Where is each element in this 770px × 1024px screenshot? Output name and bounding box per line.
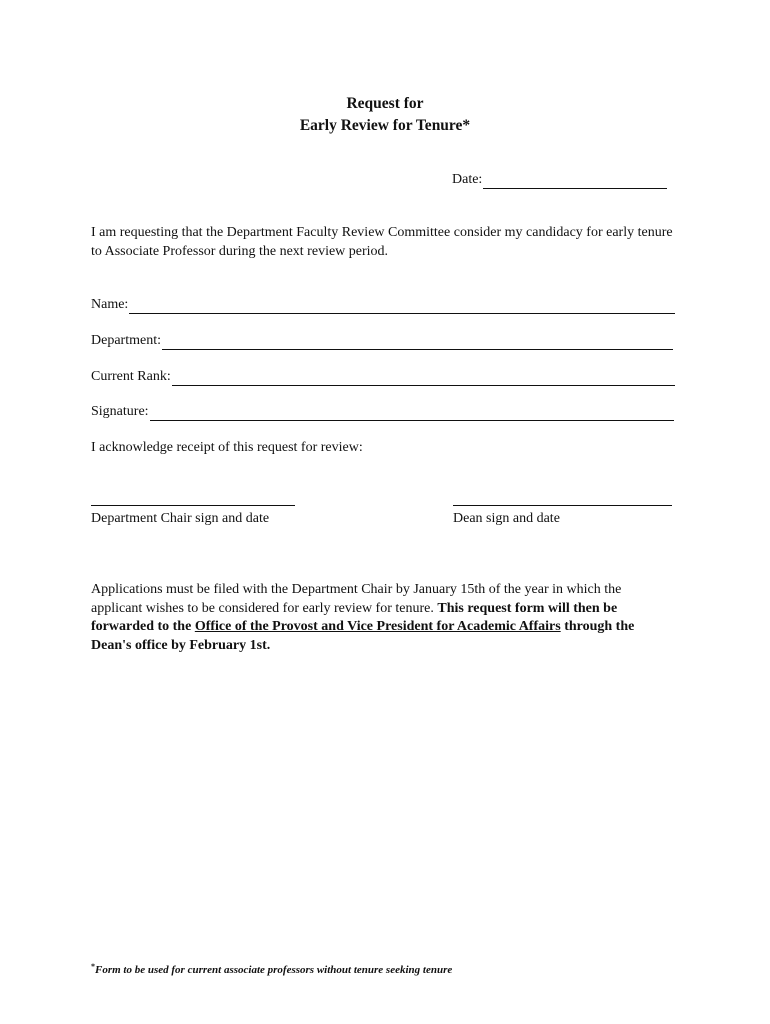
department-label: Department: <box>91 333 161 348</box>
date-line[interactable] <box>483 175 667 189</box>
name-label: Name: <box>91 297 129 312</box>
name-field[interactable] <box>91 296 675 314</box>
current-rank-label: Current Rank: <box>91 369 171 384</box>
date-label: Date: <box>452 172 483 187</box>
date-field[interactable] <box>452 171 667 189</box>
signature-label: Signature: <box>91 404 149 419</box>
form-title-line2: Early Review for Tenure* <box>299 117 471 134</box>
current-rank-line[interactable] <box>172 372 675 386</box>
name-line[interactable] <box>129 300 675 314</box>
instructions-part2: This request form will then be forwarded to the <box>91 600 618 634</box>
chair-signature-line[interactable] <box>91 505 295 506</box>
signature-line[interactable] <box>150 407 674 421</box>
form-title-line1: Request for <box>346 95 424 112</box>
provost-office-text: Office of the Provost and Vice President for Academic Affairs <box>194 619 561 634</box>
department-field[interactable] <box>91 332 673 350</box>
instructions-part3: through the Dean's office by February 1st. <box>91 619 635 653</box>
department-line[interactable] <box>162 336 673 350</box>
signature-field[interactable] <box>91 403 674 421</box>
footnote-text: Form to be used for current associate professors without tenure seeking tenure <box>95 964 453 976</box>
intro-paragraph: I am requesting that the Department Faculty Review Committee consider my candidacy for early tenure to Associate Professor during the next review period. <box>91 225 673 259</box>
chair-signature-label: Department Chair sign and date <box>91 511 270 526</box>
current-rank-field[interactable] <box>91 368 675 386</box>
footnote <box>91 962 452 976</box>
instructions-paragraph <box>91 581 671 655</box>
dean-signature-line[interactable] <box>453 505 672 506</box>
acknowledge-text: I acknowledge receipt of this request for review: <box>91 440 363 455</box>
dean-signature-label: Dean sign and date <box>453 511 560 526</box>
instructions-part1: Applications must be filed with the Department Chair by January 15th of the year in which the applicant wishes to be considered for early review for tenure. <box>91 582 622 616</box>
footnote-marker: * <box>91 962 95 971</box>
